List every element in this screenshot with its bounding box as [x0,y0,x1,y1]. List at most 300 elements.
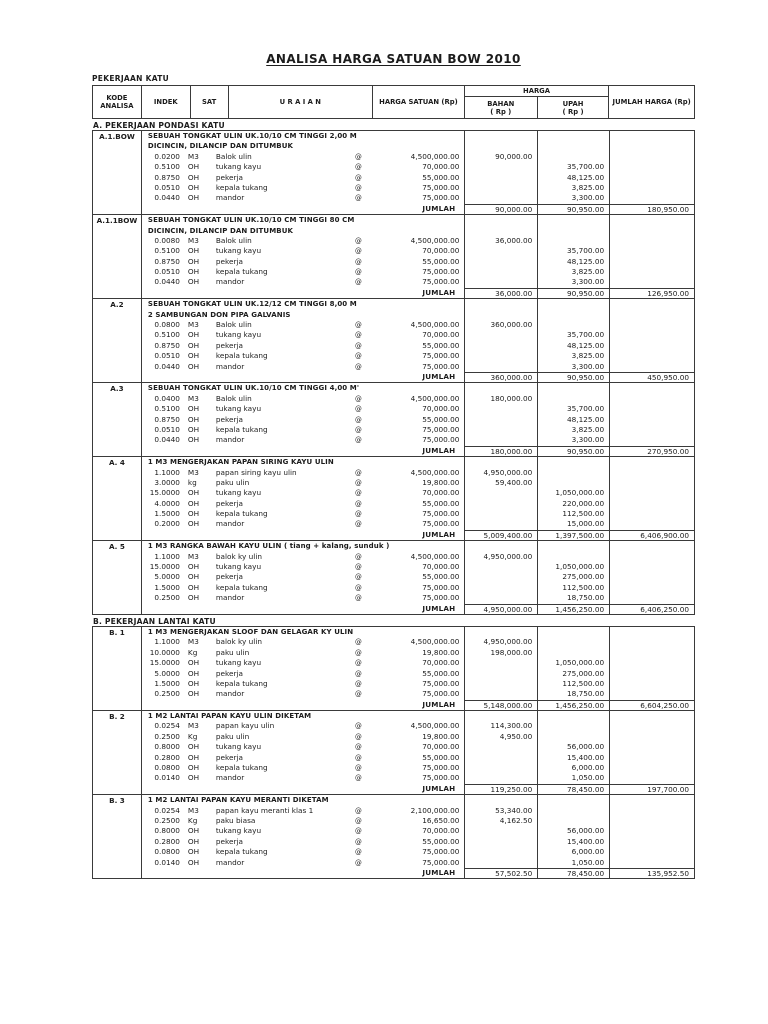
jumlah-upah: 78,450.00 [537,784,609,794]
value-line: 360,000.00 [490,320,533,330]
item-sat: M3 [187,637,199,647]
at-symbol: @ [354,732,362,741]
at-symbol: @ [354,352,362,361]
value-line: 3,825.00 [571,351,605,361]
item-harga-satuan: 75,000.00 [422,593,460,603]
value-line [610,689,694,699]
item-harga-satuan: 55,000.00 [422,172,460,182]
value-line [538,215,609,225]
value-line: 4,950,000.00 [483,637,533,647]
description-line: DICINCIN, DILANCIP DAN DITUMBUK [147,142,294,151]
value-line [538,721,609,731]
item-sat: M3 [187,393,199,403]
at-symbol: @ [354,489,362,498]
value-line [610,711,694,721]
bahan-column [464,299,537,372]
value-line [610,562,694,572]
value-line [610,435,694,445]
item-indek: 15.0000 [149,658,180,668]
item-indek: 0.5100 [154,330,180,340]
item-indek: 0.0440 [154,435,180,445]
item-uraian: tukang kayu [215,162,262,172]
jumlah-harga-column [609,711,694,784]
item-sat: OH [187,182,200,192]
value-line [538,806,609,816]
value-line [610,330,694,340]
at-symbol: @ [354,594,362,603]
header-bahan [465,97,538,118]
item-harga-satuan: 19,800.00 [422,647,460,657]
at-symbol: @ [354,478,362,487]
value-line: 4,162.50 [499,816,533,825]
item-sat: M3 [187,551,199,561]
value-line [610,299,694,309]
item-row [142,468,465,478]
jumlah-label: JUMLAH [422,287,456,297]
value-line: 35,700.00 [566,330,605,340]
document-content [92,0,695,879]
item-uraian: kepala tukang [215,267,268,277]
item-row [142,415,465,425]
item-uraian: tukang kayu [215,246,262,256]
section-title: B. PEKERJAAN LANTAI KATU [93,616,216,626]
item-uraian: pekerja [215,752,243,762]
value-line: 18,750.00 [566,689,605,699]
at-symbol: @ [354,194,362,203]
item-row [142,425,465,435]
at-symbol: @ [354,583,362,592]
value-line [465,310,537,320]
value-line [610,310,694,320]
item-indek: 0.5100 [154,246,180,256]
item-uraian: pekerja [215,256,243,266]
item-sat: OH [187,857,200,867]
jumlah-row [93,700,694,710]
at-symbol: @ [354,510,362,519]
jumlah-label: JUMLAH [422,445,456,455]
value-line [610,773,694,783]
value-line: 1,050,000.00 [555,562,605,572]
jumlah-kode-spacer [93,700,142,710]
item-sat: OH [187,826,200,836]
value-line [610,795,694,805]
body-cell [142,541,465,603]
at-symbol: @ [354,848,362,857]
item-uraian: mandor [215,193,245,203]
item-indek: 0.5100 [154,404,180,414]
item-sat: OH [187,498,200,508]
item-harga-satuan: 75,000.00 [422,857,460,867]
value-line [538,637,609,647]
item-sat: OH [187,752,200,762]
value-line [465,425,537,435]
item-indek: 0.2500 [154,731,180,741]
upah-column [537,795,609,868]
item-row [142,509,465,519]
jumlah-total: 6,406,900.00 [609,530,694,540]
value-line: 3,300.00 [571,361,605,371]
item-uraian: Balok ulin [215,320,252,330]
jumlah-bahan: 119,250.00 [464,784,537,794]
value-line [465,141,537,151]
item-harga-satuan: 70,000.00 [422,404,460,414]
header-indek: INDEK [142,86,191,118]
item-row [142,277,465,287]
bahan-column [464,795,537,868]
header-harga-group [465,86,610,118]
item-row [142,669,465,679]
kode-cell: A. 5 [93,541,142,603]
item-harga-satuan: 2,100,000.00 [410,805,460,815]
jumlah-upah: 90,950.00 [537,446,609,456]
kode-cell: A.1.BOW [93,131,142,204]
value-line [465,183,537,193]
item-sat: OH [187,763,200,773]
item-sat: Kg [187,731,198,741]
value-line [465,351,537,361]
jumlah-bahan: 36,000.00 [464,288,537,298]
item-indek: 0.0080 [154,235,180,245]
value-line [465,837,537,847]
value-line [465,583,537,593]
item-harga-satuan: 70,000.00 [422,562,460,572]
item-indek: 0.0800 [154,763,180,773]
jumlah-kode-spacer [93,288,142,298]
jumlah-harga-column [609,795,694,868]
at-symbol: @ [354,827,362,836]
item-row [142,246,465,256]
jumlah-total: 197,700.00 [609,784,694,794]
item-harga-satuan: 75,000.00 [422,182,460,192]
item-sat: OH [187,277,200,287]
item-sat: OH [187,658,200,668]
analysis-block [93,541,694,614]
value-line [465,627,537,637]
item-harga-satuan: 4,500,000.00 [410,551,460,561]
jumlah-kode-spacer [93,446,142,456]
value-line [610,816,694,826]
jumlah-total: 450,950.00 [609,372,694,382]
item-harga-satuan: 4,500,000.00 [410,151,460,161]
item-harga-satuan: 75,000.00 [422,519,460,529]
analysis-block [93,457,694,541]
block-main-row [93,627,694,700]
value-line [610,572,694,582]
item-indek: 0.0140 [154,857,180,867]
at-symbol: @ [354,817,362,825]
jumlah-upah: 1,456,250.00 [537,604,609,614]
item-uraian: pekerja [215,340,243,350]
value-line: 198,000.00 [490,647,533,657]
item-row [142,152,465,162]
item-indek: 1.1000 [154,551,180,561]
table-header [92,85,695,119]
item-sat: OH [187,340,200,350]
item-harga-satuan: 4,500,000.00 [410,721,460,731]
at-symbol: @ [354,690,362,699]
jumlah-kode-spacer [93,784,142,794]
value-line: 36,000.00 [495,235,533,245]
at-symbol: @ [354,341,362,350]
at-symbol: @ [354,278,362,287]
value-line: 3,825.00 [571,424,605,434]
value-line [610,183,694,193]
jumlah-kode-spacer [93,604,142,614]
header-kode-line1: KODE [106,94,128,102]
jumlah-label: JUMLAH [422,371,456,381]
value-line [610,593,694,603]
value-line [610,236,694,246]
block-main-row [93,383,694,445]
value-line [465,826,537,836]
item-uraian: paku ulin [215,647,250,657]
jumlah-label-cell [142,784,465,794]
analysis-block [93,795,694,878]
value-line [610,141,694,151]
item-indek: 0.5100 [154,162,180,172]
value-line [538,299,609,309]
value-line [465,541,537,551]
at-symbol: @ [354,638,362,647]
value-line: 48,125.00 [566,340,605,350]
description-line: 1 M2 LANTAI PAPAN KAYU ULIN DIKETAM [147,712,312,721]
jumlah-label-cell [142,288,465,298]
value-line [465,267,537,277]
at-symbol: @ [354,405,362,414]
item-sat: OH [187,519,200,529]
item-uraian: pekerja [215,836,243,846]
header-sat: SAT [191,86,229,118]
item-harga-satuan: 70,000.00 [422,330,460,340]
value-line [465,131,537,141]
item-uraian: papan siring kayu ulin [215,467,297,477]
item-row [142,773,465,783]
jumlah-row [93,204,694,214]
value-line [465,562,537,572]
bahan-column [464,383,537,445]
value-line [538,383,609,393]
item-harga-satuan: 70,000.00 [422,826,460,836]
value-line [610,669,694,679]
jumlah-label-cell [142,204,465,214]
description-line: DICINCIN, DILANCIP DAN DITUMBUK [147,226,294,235]
jumlah-label-cell [142,446,465,456]
value-line [610,552,694,562]
item-row [142,837,465,847]
upah-column [537,457,609,530]
item-sat: OH [187,678,200,688]
item-indek: 0.0140 [154,773,180,783]
value-line: 4,950,000.00 [483,551,533,561]
item-harga-satuan: 4,500,000.00 [410,467,460,477]
value-line [610,658,694,668]
jumlah-upah: 90,950.00 [537,204,609,214]
analysis-block [93,383,694,457]
header-upah-label: UPAH [562,99,584,108]
jumlah-upah: 1,397,500.00 [537,530,609,540]
value-line: 3,300.00 [571,193,605,203]
jumlah-row [93,604,694,614]
at-symbol: @ [354,499,362,508]
value-line [465,763,537,773]
jumlah-kode-spacer [93,530,142,540]
block-main-row [93,131,694,204]
at-symbol: @ [354,173,362,182]
item-harga-satuan: 19,800.00 [422,731,460,741]
jumlah-total: 270,950.00 [609,446,694,456]
at-symbol: @ [354,331,362,340]
item-uraian: mandor [215,689,245,699]
item-sat: OH [187,404,200,414]
item-harga-satuan: 70,000.00 [422,162,460,172]
body-cell [142,711,465,784]
value-line [538,394,609,404]
upah-column [537,131,609,204]
item-harga-satuan: 55,000.00 [422,340,460,350]
bahan-column [464,711,537,784]
item-sat: OH [187,351,200,361]
item-indek: 1.5000 [154,582,180,592]
jumlah-harga-column [609,627,694,700]
item-harga-satuan: 70,000.00 [422,658,460,668]
item-sat: OH [187,572,200,582]
item-uraian: paku biasa [215,816,256,825]
item-row [142,499,465,509]
kode-cell: A.3 [93,383,142,445]
item-uraian: kepala tukang [215,678,268,688]
value-line [610,499,694,509]
item-uraian: tukang kayu [215,330,262,340]
at-symbol: @ [354,362,362,371]
item-harga-satuan: 70,000.00 [422,488,460,498]
item-sat: OH [187,414,200,424]
item-row [142,488,465,498]
item-row [142,173,465,183]
item-indek: 0.0800 [154,847,180,857]
item-row [142,404,465,414]
body-cell [142,215,465,288]
value-line [465,277,537,287]
header-upah [538,97,609,118]
at-symbol: @ [354,837,362,846]
item-indek: 0.0440 [154,193,180,203]
item-uraian: kepala tukang [215,763,268,773]
item-row [142,826,465,836]
kode-cell: A.1.1BOW [93,215,142,288]
item-sat: M3 [187,235,199,245]
body-cell [142,299,465,372]
value-line [538,141,609,151]
value-line [610,721,694,731]
item-sat: OH [187,836,200,846]
at-symbol: @ [354,415,362,424]
item-uraian: tukang kayu [215,742,262,752]
value-line [610,468,694,478]
at-symbol: @ [354,669,362,678]
value-line [610,679,694,689]
at-symbol: @ [354,247,362,256]
item-row [142,351,465,361]
value-line [610,583,694,593]
item-harga-satuan: 55,000.00 [422,668,460,678]
item-row [142,763,465,773]
item-indek: 0.8750 [154,414,180,424]
item-row [142,679,465,689]
item-sat: kg [187,477,197,487]
item-uraian: kepala tukang [215,182,268,192]
jumlah-row [93,530,694,540]
value-line [465,488,537,498]
value-line: 6,000.00 [571,847,605,857]
value-line [610,193,694,203]
value-line [610,519,694,529]
jumlah-bahan: 360,000.00 [464,372,537,382]
kode-cell: B. 1 [93,627,142,700]
at-symbol: @ [354,163,362,172]
header-kode-analisa [93,86,142,118]
item-row [142,593,465,603]
item-harga-satuan: 75,000.00 [422,277,460,287]
item-indek: 0.2800 [154,836,180,846]
header-harga-satuan: HARGA SATUAN (Rp) [373,86,465,118]
item-row [142,583,465,593]
value-line: 1,050,000.00 [555,658,605,668]
item-indek: 0.8000 [154,742,180,752]
value-line: 180,000.00 [490,393,533,403]
block-main-row [93,711,694,784]
item-harga-satuan: 75,000.00 [422,763,460,773]
item-row [142,162,465,172]
value-line [538,131,609,141]
value-line: 6,000.00 [571,763,605,773]
item-sat: OH [187,847,200,857]
value-line [465,711,537,721]
item-uraian: pekerja [215,668,243,678]
item-sat: OH [187,509,200,519]
item-uraian: papan kayu meranti klas 1 [215,805,314,815]
block-main-row [93,795,694,868]
block-main-row [93,457,694,530]
jumlah-upah: 90,950.00 [537,288,609,298]
value-line [610,257,694,267]
value-line [465,193,537,203]
value-line [465,383,537,393]
item-harga-satuan: 55,000.00 [422,752,460,762]
value-line [610,478,694,488]
item-sat: OH [187,562,200,572]
value-line [538,152,609,162]
item-row [142,658,465,668]
value-line [465,299,537,309]
value-line [465,457,537,467]
bahan-column [464,131,537,204]
upah-column [537,627,609,700]
at-symbol: @ [354,268,362,277]
item-uraian: mandor [215,277,245,287]
item-uraian: mandor [215,361,245,371]
value-line: 15,400.00 [566,752,605,762]
header-jumlah-harga: JUMLAH HARGA (Rp) [612,98,691,106]
item-row [142,267,465,277]
value-line [610,742,694,752]
value-line: 1,050.00 [571,773,605,783]
item-indek: 0.0254 [154,805,180,815]
header-harga: HARGA [465,86,609,97]
item-row [142,648,465,658]
value-line [610,837,694,847]
item-harga-satuan: 75,000.00 [422,193,460,203]
jumlah-harga-column [609,299,694,372]
